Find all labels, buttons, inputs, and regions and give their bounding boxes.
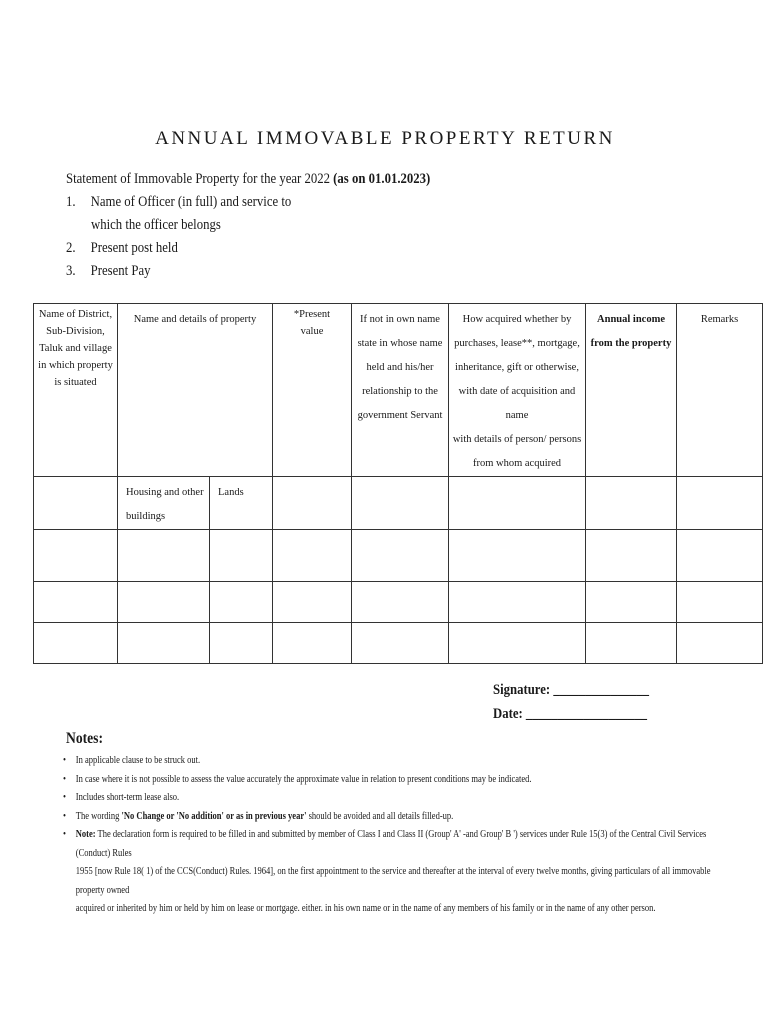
statement-line bbox=[66, 171, 430, 188]
table-cell[interactable] bbox=[586, 623, 677, 664]
signature-line[interactable]: Signature: _______________ bbox=[493, 682, 649, 698]
item-officer-name bbox=[66, 194, 291, 211]
table-cell[interactable] bbox=[449, 530, 586, 582]
item-label: Name of Officer (in full) and service to bbox=[90, 194, 292, 210]
header-own-name: If not in own name state in whose name held and his/her relationship to the government Servant bbox=[352, 304, 449, 477]
item-present-pay bbox=[66, 263, 151, 280]
item-present-post bbox=[66, 240, 178, 257]
item-officer-name-cont: which the officer belongs bbox=[91, 217, 221, 233]
notes-list bbox=[63, 752, 770, 919]
table-cell[interactable] bbox=[34, 582, 118, 623]
subheader-housing: Housing and other buildings bbox=[118, 477, 210, 530]
table-cell[interactable] bbox=[677, 477, 763, 530]
table-cell[interactable] bbox=[273, 477, 352, 530]
item-number: 1. bbox=[66, 194, 76, 210]
table-cell[interactable] bbox=[34, 477, 118, 530]
note-item: • Note: The declaration form is required to be filled in and submitted by member of Class I and Class II (Group' A' -and Group' B ') services under Rule 15(3) of the Central Civil Services (Conduct) Rules 1955 [now Rule 18( 1) of the CCS(Conduct) Rules. 1964], on the first appointment to the service and thereafter at the interval of every twelve months, giving particulars of all immovable property owned acquired or inherited by him or held by him on lease or mortgage. either. in his own name or in the name of any members of his family or in the name of any other person. bbox=[63, 826, 722, 919]
table-cell[interactable] bbox=[352, 477, 449, 530]
table-cell[interactable] bbox=[449, 623, 586, 664]
item-number: 2. bbox=[66, 240, 76, 256]
table-cell[interactable] bbox=[352, 530, 449, 582]
header-property-details: Name and details of property bbox=[118, 304, 273, 477]
table-cell[interactable] bbox=[210, 530, 273, 582]
property-table bbox=[33, 303, 763, 664]
subheader-lands: Lands bbox=[210, 477, 273, 530]
header-present-value: *Present value bbox=[273, 304, 352, 477]
table-cell[interactable] bbox=[449, 582, 586, 623]
note-item: • The wording 'No Change or 'No addition' or as in previous year' should be avoided and all details filled-up. bbox=[63, 808, 722, 827]
note-item: • Includes short-term lease also. bbox=[63, 789, 722, 808]
statement-date: (as on 01.01.2023) bbox=[333, 171, 431, 187]
header-remarks: Remarks bbox=[677, 304, 763, 477]
table-cell[interactable] bbox=[273, 530, 352, 582]
table-cell[interactable] bbox=[118, 530, 210, 582]
notes-heading: Notes: bbox=[66, 730, 104, 747]
header-annual-income: Annual income from the property bbox=[586, 304, 677, 477]
table-row bbox=[34, 582, 763, 623]
item-label: Present Pay bbox=[90, 263, 151, 279]
table-cell[interactable] bbox=[210, 582, 273, 623]
note-item: • In case where it is not possible to assess the value accurately the approximate value in relation to present conditions may be indicated. bbox=[63, 771, 722, 790]
item-label: Present post held bbox=[90, 240, 178, 256]
table-cell[interactable] bbox=[118, 623, 210, 664]
statement-text: Statement of Immovable Property for the year 2022 bbox=[66, 171, 334, 187]
table-cell[interactable] bbox=[677, 530, 763, 582]
note-item: • In applicable clause to be struck out. bbox=[63, 752, 722, 771]
table-cell[interactable] bbox=[34, 530, 118, 582]
table-cell[interactable] bbox=[210, 623, 273, 664]
header-how-acquired: How acquired whether by purchases, lease**, mortgage, inheritance, gift or otherwise, with date of acquisition and name with details of person/ persons from whom acquired bbox=[449, 304, 586, 477]
table-cell[interactable] bbox=[586, 530, 677, 582]
header-district: Name of District, Sub-Division, Taluk and village in which property is situated bbox=[34, 304, 118, 477]
table-cell[interactable] bbox=[449, 477, 586, 530]
table-row bbox=[34, 530, 763, 582]
table-cell[interactable] bbox=[352, 582, 449, 623]
table-cell[interactable] bbox=[677, 623, 763, 664]
table-cell[interactable] bbox=[34, 623, 118, 664]
table-cell[interactable] bbox=[352, 623, 449, 664]
table-cell[interactable] bbox=[273, 623, 352, 664]
table-row bbox=[34, 623, 763, 664]
form-title: ANNUAL IMMOVABLE PROPERTY RETURN bbox=[155, 128, 615, 149]
table-cell[interactable] bbox=[273, 582, 352, 623]
table-cell[interactable] bbox=[586, 477, 677, 530]
table-cell[interactable] bbox=[118, 582, 210, 623]
table-header-row bbox=[34, 304, 763, 477]
table-subheader-row bbox=[34, 477, 763, 530]
item-number: 3. bbox=[66, 263, 76, 279]
date-line[interactable]: Date: ___________________ bbox=[493, 706, 648, 722]
table-cell[interactable] bbox=[586, 582, 677, 623]
table-cell[interactable] bbox=[677, 582, 763, 623]
